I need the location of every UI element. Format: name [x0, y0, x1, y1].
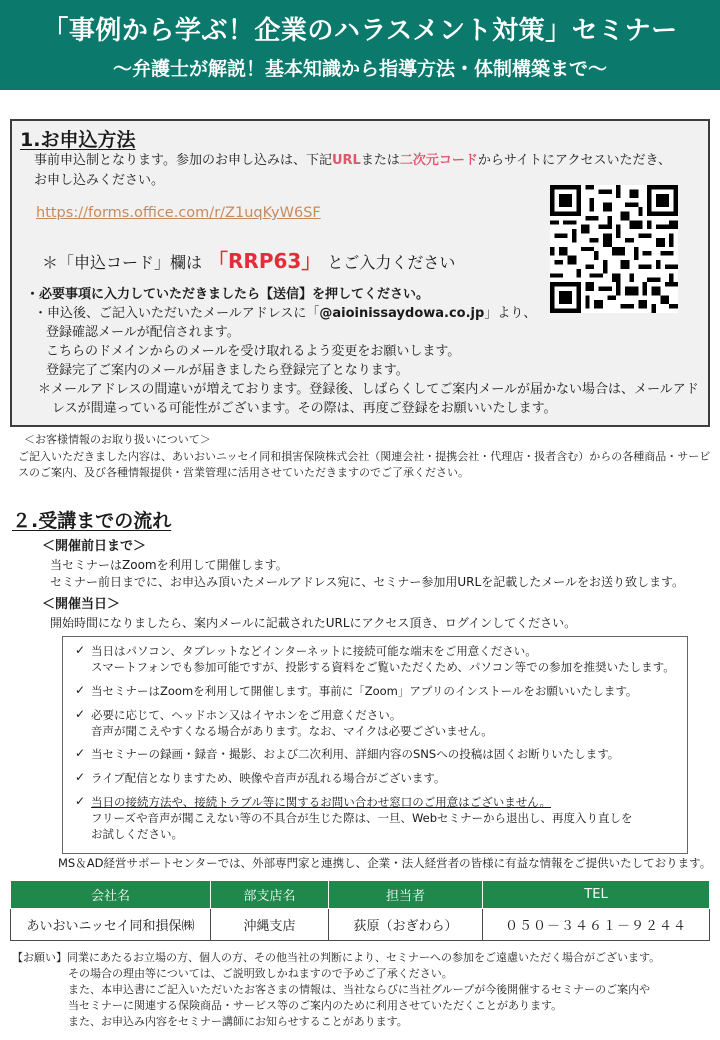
confirmation-mail-line: 登録確認メールが配信されます。	[46, 325, 240, 340]
precautions-box	[62, 636, 688, 854]
precaution-3-line-1: 必要に応じて、ヘッドホン又はイヤホンをご用意ください。	[91, 708, 402, 722]
contact-person: 荻原（おぎわら）	[329, 909, 483, 941]
header-tel: TEL	[483, 881, 710, 909]
precaution-1-line-1: 当日はパソコン、タブレットなどインターネットに接続可能な端末をご用意ください。	[91, 644, 537, 658]
intro-line-2: お申し込みください。	[34, 173, 165, 188]
support-center-note: MS＆AD経営サポートセンターでは、外部専門家と連携し、企業・法人経営者の皆様に有益な情報をご提供いたしております。	[58, 856, 712, 870]
intro-text-b: または	[360, 153, 400, 168]
precaution-1-line-2: スマートフォンでも参加可能ですが、投影する資料をご覧いただくため、パソコン等での参加を推奨いたします。	[91, 660, 675, 674]
page-title: 「事例から学ぶ！企業のハラスメント対策」セミナー	[42, 16, 678, 46]
privacy-line-2: スのご案内、及び各種情報提供・営業管理に活用させていただきますのでご了承ください。	[18, 466, 469, 479]
contact-table	[10, 880, 710, 941]
footer-line-3: また、本申込書にご記入いただいたお客さまの情報は、当社ならびに当社グループが今後開催するセミナーのご案内や	[68, 983, 651, 996]
footer-line-5: また、お申込み内容をセミナー講師にお知らせすることがあります。	[68, 1015, 408, 1028]
after-submit-line	[34, 304, 536, 324]
precaution-2-line-1: 当セミナーはZoomを利用して開催します。事前に「Zoom」アプリのインストールをお願いいたします。	[91, 684, 638, 698]
intro-qr-word: 二次元コード	[399, 153, 478, 168]
day-before-line-1: 当セミナーはZoomを利用して開催します。	[50, 558, 288, 572]
day-before-label: ＜開催前日まで＞	[42, 539, 147, 554]
section2-heading: ２.受講までの流れ	[12, 510, 172, 532]
sender-domain: @aioinissaydowa.co.jp	[319, 306, 485, 321]
precaution-6-line-2: フリーズや音声が聞こえない等の不具合が生じた際は、一旦、Webセミナーから退出し、再度入り直しを	[91, 811, 633, 825]
after-submit-text: ・申込後、ご記入いただいたメールアドレスに「	[34, 306, 320, 321]
footer-line-2: その場合の理由等については、ご説明致しかねますので予めご了承ください。	[68, 967, 453, 980]
day-of-label: ＜開催当日＞	[42, 597, 121, 612]
page-subtitle: ～弁護士が解説！基本知識から指導方法・体制構築まで～	[112, 58, 607, 80]
footer-line-1: 【お願い】同業にあたるお立場の方、個人の方、その他当社の判断により、セミナーへの参加をご遠慮いただく場合がございます。	[12, 951, 661, 964]
intro-text-a: 事前申込制となります。参加のお申し込みは、下記	[34, 153, 332, 168]
page-header	[0, 0, 720, 90]
domain-setting-line: こちらのドメインからのメールを受け取れるよう変更をお願いします。	[46, 344, 461, 359]
application-form-link[interactable]: https://forms.office.com/r/Z1uqKyW6SF	[36, 205, 321, 221]
submit-instruction: ・必要事項に入力していただきましたら【送信】を押してください。	[26, 287, 430, 302]
email-warning-line-1: ＊メールアドレスの間違いが増えております。登録後、しばらくしてご案内メールが届かない場合は、メールアド	[38, 382, 699, 397]
check-mark-icon: ✓	[75, 746, 86, 760]
day-of-line-1: 開始時間になりましたら、案内メールに記載されたURLにアクセス頂き、ログインしてください。	[50, 616, 577, 630]
check-mark-icon: ✓	[75, 707, 86, 721]
intro-url-word: URL	[331, 153, 361, 168]
check-mark-icon: ✓	[75, 683, 86, 697]
header-branch: 部支店名	[211, 881, 329, 909]
qr-code-icon[interactable]	[550, 185, 678, 313]
application-code: 「RRP63」	[208, 249, 322, 273]
code-prefix: ＊「申込コード」欄は	[42, 253, 203, 272]
phone-number[interactable]: ０５０－３４６１－９２４４	[483, 909, 710, 941]
footer-line-4: 当セミナーに関連する保険商品・サービス等のご案内のために利用させていただくことがあります。	[68, 999, 563, 1012]
precaution-5-line-1: ライブ配信となりますため、映像や音声が乱れる場合がございます。	[91, 771, 446, 785]
header-company: 会社名	[11, 881, 211, 909]
registration-complete-line: 登録完了ご案内のメールが届きましたら登録完了となります。	[46, 363, 409, 378]
application-method-section	[10, 119, 710, 427]
branch-name: 沖縄支店	[211, 909, 329, 941]
precaution-4-line-1: 当セミナーの録画・録音・撮影、および二次利用、詳細内容のSNSへの投稿は固くお断りいたします。	[91, 747, 620, 761]
contact-header-row	[11, 881, 710, 909]
email-warning-line-2: レスが間違っている可能性がございます。その際は、再度ご登録をお願いいたします。	[52, 401, 557, 416]
application-code-line	[42, 245, 455, 274]
privacy-heading: ＜お客様情報のお取り扱いについて＞	[24, 433, 211, 446]
precaution-3-line-2: 音声が聞こえやすくなる場合があります。なお、マイクは必要ございません。	[91, 724, 493, 738]
precaution-6-line-1: 当日の接続方法や、接続トラブル等に関するお問い合わせ窓口のご用意はございません。	[91, 795, 551, 809]
company-name: あいおいニッセイ同和損保㈱	[11, 909, 211, 941]
section1-heading: 1.お申込方法	[20, 129, 136, 151]
check-mark-icon: ✓	[75, 643, 86, 657]
day-before-line-2: セミナー前日までに、お申込み頂いたメールアドレス宛に、セミナー参加用URLを記載したメールをお送り致します。	[50, 575, 685, 589]
intro-line-1	[34, 151, 671, 171]
precaution-6-line-3: お試しください。	[91, 827, 183, 841]
intro-text-c: からサイトにアクセスいただき、	[477, 153, 672, 168]
after-submit-suffix: 」より、	[484, 306, 537, 321]
code-suffix: とご入力ください	[327, 253, 456, 272]
header-contact-person: 担当者	[329, 881, 483, 909]
check-mark-icon: ✓	[75, 794, 86, 808]
table-row	[11, 909, 710, 941]
privacy-line-1: ご記入いただきました内容は、あいおいニッセイ同和損害保険株式会社（関連会社・提携会社・代理店・扱者含む）からの各種商品・サービ	[18, 450, 711, 463]
check-mark-icon: ✓	[75, 770, 86, 784]
